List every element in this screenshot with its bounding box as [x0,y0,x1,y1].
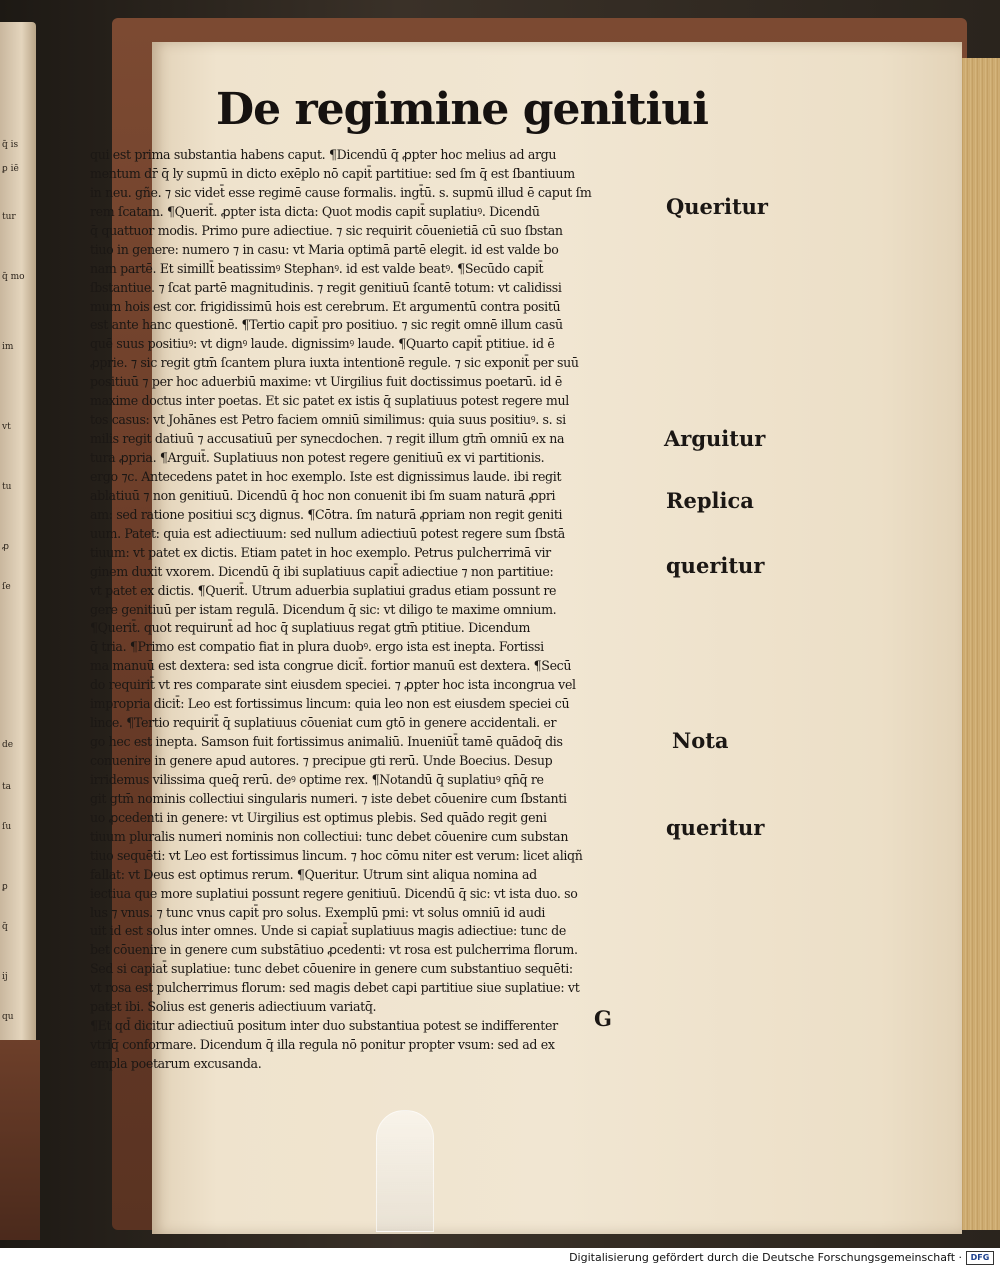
text-line: ¶Et qd̄ dicitur adiectiuū positum inter duo substantiua potest se indifferenter [90,1018,558,1034]
text-line: tos casus: vt Johānes est Petro faciem omniū similimus: quia suus positiuꝰ. s. si [90,412,566,428]
left-page-fragment: ꝑ [2,882,8,892]
left-page-fragment: tur [2,212,16,222]
text-line: tiuo in genere: numero ⁊ in casu: vt Maria optimā partē elegit. id est valde bo [90,241,559,257]
left-page-fragment: q̄ is [2,140,19,150]
text-line: ma manuū est dextera: sed ista congrue dicit̄. fortior manuū est dextera. ¶Secū [90,658,572,674]
signature-mark: G [594,1006,612,1031]
text-line: ergo ⁊c. Antecedens patet in hoc exemplo. Iste est dignissimus laude. ibi regit [90,468,562,484]
text-line: est ante hanc questionē. ¶Tertio capit̄ pro positiuo. ⁊ sic regit omnē illum casū [90,317,563,333]
text-line: ablatiuū ⁊ non genitiuū. Dicendū q̄ hoc non conuenit ibi ſm suam naturā ꝓpri [90,487,556,503]
text-line: tiuum: vt patet ex dictis. Etiam patet in hoc exemplo. Petrus pulcherrimā vir [90,544,551,560]
text-line: rem ſcatam. ¶Querit̄. ꝓpter ista dicta: Quot modis capit̄ suplatiuꝰ. Dicendū [90,203,540,219]
text-line: empla poetarum excusanda. [90,1056,262,1071]
text-line: positiuū ⁊ per hoc aduerbiū maxime: vt Uirgilius fuit doctissimus poetarū. id ē [90,374,562,390]
text-line: am: sed ratione positiui scʒ dignus. ¶Cōtra. ſm naturā ꝓpriam non regit geniti [90,506,563,522]
text-line: maxime doctus inter poetas. Et sic patet ex istis q̄ suplatiuus potest regere mul [90,393,569,409]
left-page-fragment: de [2,740,14,750]
digitization-footer [0,1248,1000,1267]
text-line: fallat: vt Deus est optimus rerum. ¶Queritur. Utrum sint aliqua nomina ad [90,866,537,882]
left-page-fragment: vt [2,422,11,432]
text-line: patet ibi. Solius est generis adiectiuum variatq̄. [90,999,377,1015]
page-holder-clip [376,1110,434,1232]
text-line: vt patet ex dictis. ¶Querit̄. Utrum aduerbia suplatiui gradus etiam possunt re [90,582,557,598]
text-line: gere genitiuū per istam regulā. Dicendum q̄ sic: vt diligo te maxime omnium. [90,601,557,617]
left-page-fragment: q̄ mo [2,272,25,282]
text-line: vtriq̄ conformare. Dicendum q̄ illa regula nō ponitur propter vsum: sed ad ex [90,1037,555,1053]
text-line: mum hois est cor. frigidissimū hois est cerebrum. Et argumentū contra positū [90,298,561,314]
left-page-fragment: im [2,342,14,352]
text-line: ¶Querit̄. quot requirunt̄ ad hoc q̄ suplatiuus regat gtm̄ ptitiue. Dicendum [90,620,531,636]
left-page-fragment: ſe [2,582,11,592]
text-line: uit id est solus inter omnes. Unde si capiat̄ suplatiuus magis adiectiue: tunc de [90,923,566,939]
left-cover-leather [0,1040,40,1240]
text-line: quē suus positiuꝰ: vt dignꝰ laude. dignissimꝰ laude. ¶Quarto capit̄ ptitiue. id ē [90,336,555,352]
text-line: q̄ tria. ¶Primo est compatio fiat in plura duobꝰ. ergo ista est inepta. Fortissi [90,639,544,655]
left-page-fragment: ij [2,972,8,982]
left-page-fragment: ſu [2,822,12,832]
left-page-fragment: tu [2,482,12,492]
left-page-fragment: ꝓ [2,542,9,552]
text-line: nam partē. Et simillt̄ beatissimꝰ Stephanꝰ. id est valde beatꝰ. ¶Secūdo capit̄ [90,260,544,276]
body-text [90,146,662,1074]
margin-note-queritur-2: queritur [666,553,765,578]
text-line: iectiua que more suplatiui possunt regere genitiuū. Dicendū q̄ sic: vt ista duo. so [90,885,578,901]
text-line: milis regit datiuū ⁊ accusatiuū per synecdochen. ⁊ regit illum gtm̄ omniū ex na [90,431,565,447]
text-line: uo ꝓcedenti in genere: vt Uirgilius est optimus plebis. Sed quādo regit geni [90,809,547,825]
text-line: q̄ quattuor modis. Primo pure adiectiue. ⁊ sic requirit cōuenietiā cū suo ſbstan [90,222,563,238]
text-line: ſbstantiue. ⁊ ſcat partē magnitudinis. ⁊ regit genitiuū ſcantē totum: vt calidissi [90,279,562,295]
text-line: uum. Patet: quia est adiectiuum: sed nullum adiectiuū potest regere sum ſbstā [90,525,565,541]
dfg-logo: DFG [966,1251,994,1265]
text-line: conuenire in genere apud autores. ⁊ precipue gti rerū. Unde Boecius. Desup [90,753,553,768]
text-line: lince. ¶Tertio requirit̄ q̄ suplatiuus cōueniat cum gtō in genere accidentali. er [90,715,557,731]
text-line: tiuo sequēti: vt Leo est fortissimus lincum. ⁊ hoc cōmu niter est verum: licet aliqñ [90,847,583,863]
text-line: vt rosa est pulcherrimus florum: sed magis debet capi partitiue siue suplatiue: vt [90,980,580,996]
text-line: ginem duxit vxorem. Dicendū q̄ ibi suplatiuus capit̄ adiectiue ⁊ non partitiue: [90,563,554,579]
text-line: Sed si capiat̄ suplatiue: tunc debet cōuenire in genere cum substantiuo sequēti: [90,961,573,977]
left-page-fragment: qu [2,1012,14,1022]
text-line: impropria dicit̄: Leo est fortissimus lincum: quia leo non est eiusdem speciei cū [90,696,570,712]
funding-credit: Digitalisierung gefördert durch die Deutsche Forschungsgemeinschaft · [569,1251,962,1264]
text-line: git gtm̄ nominis collectiui singularis numeri. ⁊ iste debet cōuenire cum ſbstanti [90,790,567,806]
margin-note-queritur-3: queritur [666,815,765,840]
margin-note-replica: Replica [666,488,754,513]
text-line: qui est prima substantia habens caput. ¶Dicendū q̄ ꝓpter hoc melius ad argu [90,147,557,162]
margin-note-nota: Nota [672,728,729,753]
running-heading: De regimine genitiui [216,84,708,135]
text-line: irridemus vilissima queq̄ rerū. deꝰ optime rex. ¶Notandū q̄ suplatiuꝰ qn̄q̄ re [90,771,544,787]
text-line: do requirit̄ vt res comparate sint eiusdem speciei. ⁊ ꝓpter hoc ista incongrua vel [90,677,576,693]
left-page-fragment: ꝑ iē [2,164,19,174]
left-page-fragment: q̄ [2,922,8,932]
text-line: tura ꝓpria. ¶Arguit̄. Suplatiuus non potest regere genitiuū ex vi partitionis. [90,450,545,465]
text-line: go hec est inepta. Samson fuit fortissimus animaliū. Inueniūt̄ tamē quādoq̄ dis [90,734,563,750]
margin-note-arguitur: Arguitur [664,426,766,451]
text-line: ꝓprie. ⁊ sic regit gtm̄ ſcantem plura iuxta intentionē regule. ⁊ sic exponit̄ per suū [90,355,579,371]
text-line: bet cōuenire in genere cum substātiuo ꝓcedenti: vt rosa est pulcherrima florum. [90,942,578,958]
text-line: lus ⁊ vnus. ⁊ tunc vnus capit̄ pro solus. Exemplū pmi: vt solus omniū id audi [90,904,546,920]
text-line: tiuum pluralis numeri nominis non collectiui: tunc debet cōuenire cum substan [90,828,569,844]
margin-note-queritur: Queritur [666,194,768,219]
text-line: in neu. gñe. ⁊ sic videt̄ esse regimē cause formalis. ingt̄ū. s. supmū illud ē caput ſm [90,184,592,200]
text-line: mentum dr̄ q̄ ly supmū in dicto exēplo nō capit̄ partitiue: sed ſm q̄ est ſbantiuum [90,165,575,181]
left-page-fragment: ta [2,782,11,792]
previous-page-edge [0,22,36,1062]
